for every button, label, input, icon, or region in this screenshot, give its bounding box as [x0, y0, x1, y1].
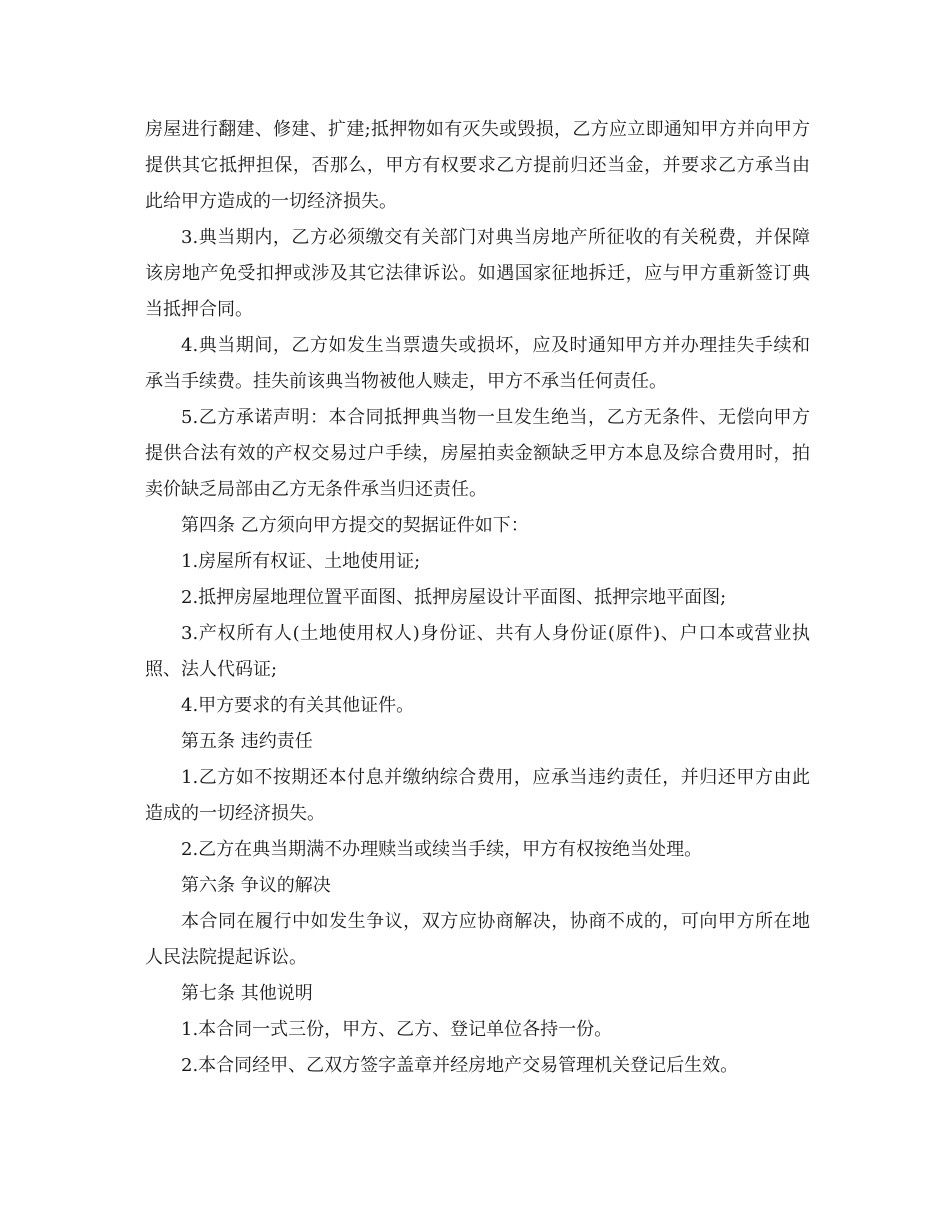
paragraph-clause-4-lost-ticket: 4.典当期间，乙方如发生当票遗失或损坏，应及时通知甲方并办理挂失手续和承当手续费。挂失前该典当物被他人赎走，甲方不承当任何责任。	[145, 335, 810, 392]
list-item-floor-plans: 2.抵押房屋地理位置平面图、抵押房屋设计平面图、抵押宗地平面图;	[181, 587, 727, 608]
paragraph-clause-3-taxes: 3.典当期内，乙方必须缴交有关部门对典当房地产所征收的有关税费，并保障该房地产免受扣押或涉及其它法律诉讼。如遇国家征地拆迁，应与甲方重新签订典当抵押合同。	[145, 227, 810, 320]
paragraph-collateral-alteration: 房屋进行翻建、修建、扩建;抵押物如有灭失或毁损，乙方应立即通知甲方并向甲方提供其它抵押担保，否那么，甲方有权要求乙方提前归还当金，并要求乙方承当由此给甲方造成的一切经济损失。	[145, 119, 810, 212]
paragraph-copies: 1.本合同一式三份，甲方、乙方、登记单位各持一份。	[181, 1019, 613, 1040]
section-heading-article-7: 第七条 其他说明	[181, 983, 313, 1004]
list-item-identity-documents: 3.产权所有人(土地使用权人)身份证、共有人身份证(原件)、户口本或营业执照、法人代码证;	[145, 623, 810, 680]
document-body	[145, 112, 810, 1084]
section-heading-article-4: 第四条 乙方须向甲方提交的契据证件如下：	[181, 515, 529, 536]
paragraph-clause-5-declaration: 5.乙方承诺声明：本合同抵押典当物一旦发生绝当，乙方无条件、无偿向甲方提供合法有效的产权交易过户手续，房屋拍卖金额缺乏甲方本息及综合费用时，拍卖价缺乏局部由乙方无条件承当归还责任。	[145, 407, 810, 500]
paragraph-effectiveness: 2.本合同经甲、乙双方签字盖章并经房地产交易管理机关登记后生效。	[181, 1055, 739, 1076]
section-heading-article-6: 第六条 争议的解决	[181, 875, 331, 896]
section-heading-article-5: 第五条 违约责任	[181, 731, 313, 752]
paragraph-dispute-resolution: 本合同在履行中如发生争议，双方应协商解决，协商不成的，可向甲方所在地人民法院提起诉讼。	[145, 911, 810, 968]
list-item-other-documents: 4.甲方要求的有关其他证件。	[181, 695, 415, 716]
list-item-ownership-certificate: 1.房屋所有权证、土地使用证;	[181, 551, 421, 572]
paragraph-breach-redemption: 2.乙方在典当期满不办理赎当或续当手续，甲方有权按绝当处理。	[181, 839, 703, 860]
paragraph-breach-repayment: 1.乙方如不按期还本付息并缴纳综合费用，应承当违约责任，并归还甲方由此造成的一切经济损失。	[145, 767, 810, 824]
